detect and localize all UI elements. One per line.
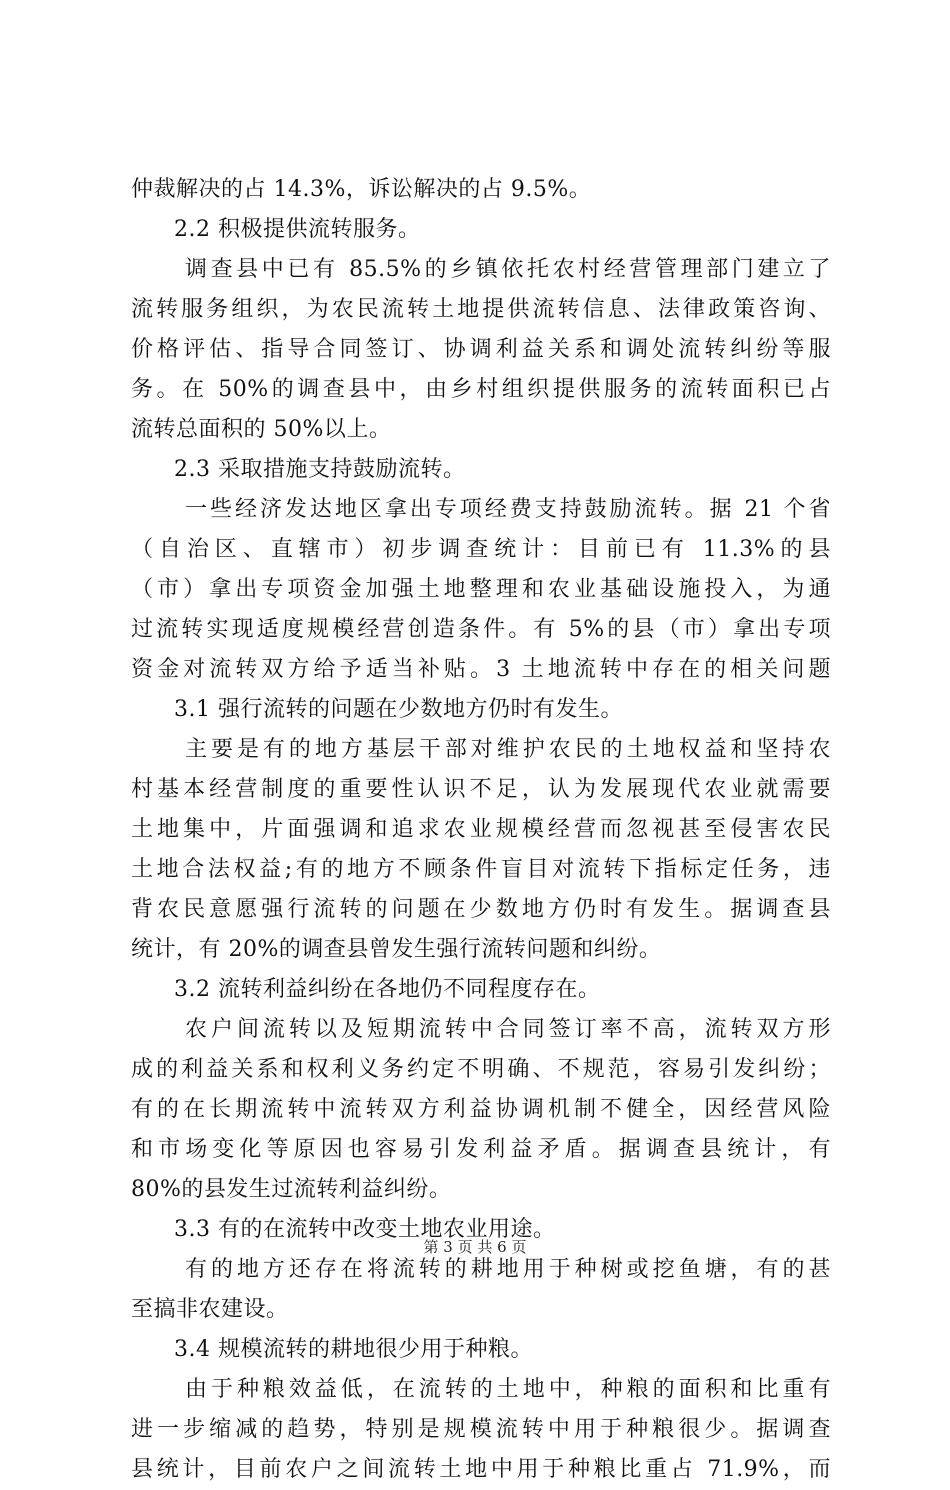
text-line: （自治区、直辖市）初步调查统计：目前已有 11.3%的县	[131, 537, 831, 562]
text-line: 仲裁解决的占 14.3%，诉讼解决的占 9.5%。	[131, 177, 592, 202]
text-line: 至搞非农建设。	[131, 1297, 289, 1322]
text-line: 务。在 50%的调查县中，由乡村组织提供服务的流转面积已占	[131, 377, 831, 402]
text-line: 过流转实现适度规模经营创造条件。有 5%的县（市）拿出专项	[131, 617, 831, 642]
text-line: 资金对流转双方给予适当补贴。3 土地流转中存在的相关问题	[131, 657, 831, 682]
text-line: 农户间流转以及短期流转中合同签订率不高，流转双方形	[185, 1017, 831, 1042]
text-line: 土地合法权益;有的地方不顾条件盲目对流转下指标定任务，违	[131, 857, 831, 882]
text-line: 土地集中，片面强调和追求农业规模经营而忽视甚至侵害农民	[131, 817, 831, 842]
document-body	[131, 170, 831, 1490]
section-heading: 3.1 强行流转的问题在少数地方仍时有发生。	[174, 697, 623, 722]
text-line: 有的地方还存在将流转的耕地用于种树或挖鱼塘，有的甚	[185, 1257, 831, 1282]
text-line: 县统计，目前农户之间流转土地中用于种粮比重占 71.9%，而	[131, 1457, 831, 1482]
section-heading: 3.4 规模流转的耕地很少用于种粮。	[174, 1337, 533, 1362]
text-line: 一些经济发达地区拿出专项经费支持鼓励流转。据 21 个省	[185, 497, 831, 522]
text-line: 流转服务组织，为农民流转土地提供流转信息、法律政策咨询、	[131, 297, 831, 322]
text-line: 进一步缩减的趋势，特别是规模流转中用于种粮很少。据调查	[131, 1417, 831, 1442]
text-line: 统计，有 20%的调查县曾发生强行流转问题和纠纷。	[131, 937, 662, 962]
section-heading: 2.3 采取措施支持鼓励流转。	[174, 457, 466, 482]
section-heading: 3.2 流转利益纠纷在各地仍不同程度存在。	[174, 977, 601, 1002]
text-line: 主要是有的地方基层干部对维护农民的土地权益和坚持农	[185, 737, 831, 762]
text-line: 调查县中已有 85.5%的乡镇依托农村经营管理部门建立了	[185, 257, 831, 282]
text-line: 背农民意愿强行流转的问题在少数地方仍时有发生。据调查县	[131, 897, 831, 922]
text-line: 有的在长期流转中流转双方利益协调机制不健全，因经营风险	[131, 1097, 831, 1122]
section-heading: 2.2 积极提供流转服务。	[174, 217, 421, 242]
text-line: 成的利益关系和权利义务约定不明确、不规范，容易引发纠纷；	[131, 1057, 831, 1082]
text-line: 由于种粮效益低，在流转的土地中，种粮的面积和比重有	[185, 1377, 831, 1402]
text-line: 流转总面积的 50%以上。	[131, 417, 392, 442]
text-line: 80%的县发生过流转利益纠纷。	[131, 1177, 452, 1202]
text-line: （市）拿出专项资金加强土地整理和农业基础设施投入，为通	[131, 577, 831, 602]
page-footer: 第 3 页 共 6 页	[423, 1238, 527, 1256]
text-line: 价格评估、指导合同签订、协调利益关系和调处流转纠纷等服	[131, 337, 831, 362]
text-line: 村基本经营制度的重要性认识不足，认为发展现代农业就需要	[131, 777, 831, 802]
text-line: 和市场变化等原因也容易引发利益矛盾。据调查县统计，有	[131, 1137, 831, 1162]
section-heading: 3.3 有的在流转中改变土地农业用途。	[174, 1217, 556, 1242]
